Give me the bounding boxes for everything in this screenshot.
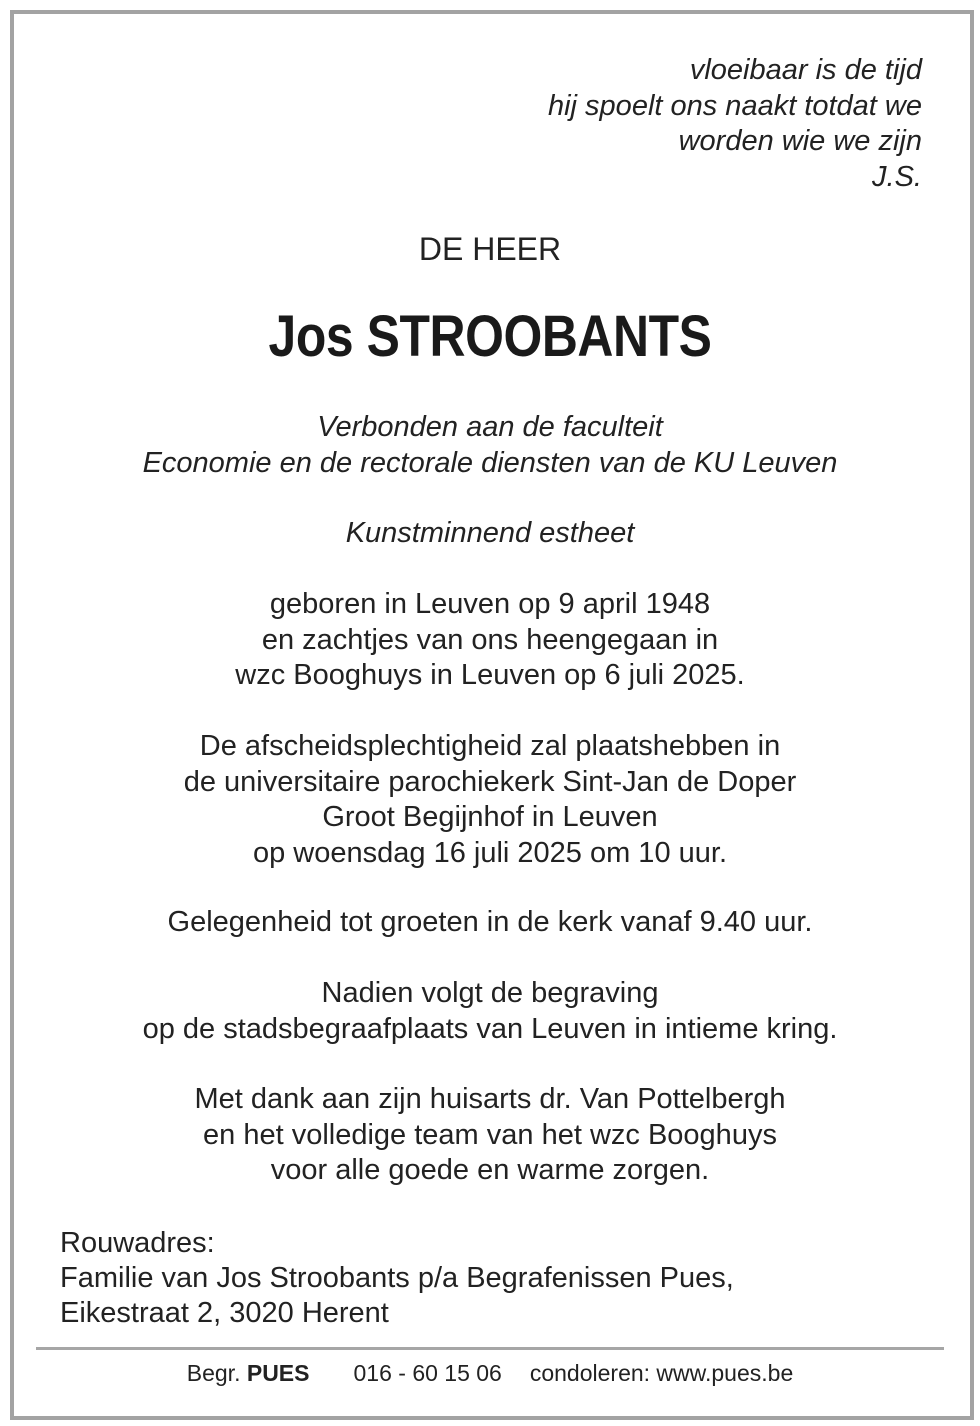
thanks-line: Met dank aan zijn huisarts dr. Van Pottelbergh (194, 1083, 786, 1115)
thanks-line: voor alle goede en warme zorgen. (270, 1154, 710, 1186)
birth-death-line: geboren in Leuven op 9 april 1948 (269, 588, 711, 620)
thanks-info (0, 1082, 980, 1189)
birth-death-line: wzc Booghuys in Leuven op 6 juli 2025. (235, 659, 745, 691)
affiliation (0, 410, 980, 481)
birth-death-info (0, 587, 980, 694)
birth-death-line: en zachtjes van ons heengegaan in (261, 623, 719, 656)
poem-line: hij spoelt ons naakt totdat we (547, 89, 922, 122)
poem-line: vloeibaar is de tijd (689, 54, 922, 86)
ceremony-line: op woensdag 16 juli 2025 om 10 uur. (252, 836, 727, 869)
footer-divider (36, 1347, 944, 1350)
mourning-address (60, 1226, 734, 1331)
footer-condolence: condoleren: www.pues.be (529, 1360, 794, 1386)
footer-prefix: Begr. (186, 1360, 241, 1386)
notice-border (10, 10, 974, 1420)
undertaker-name: PUES (246, 1360, 310, 1386)
ceremony-line: Groot Begijnhof in Leuven (322, 801, 658, 833)
ceremony-info (0, 729, 980, 871)
thanks-line: en het volledige team van het wzc Booghuys (203, 1118, 777, 1151)
poem-line: worden wie we zijn (678, 125, 922, 157)
affiliation-line: Economie en de rectorale diensten van de KU Leuven (142, 446, 838, 479)
opening-poem (548, 53, 922, 195)
ceremony-line: de universitaire parochiekerk Sint-Jan de Doper (183, 765, 797, 798)
poem-author: J.S. (872, 160, 922, 193)
address-line: Familie van Jos Stroobants p/a Begrafenissen Pues, (60, 1262, 734, 1294)
affiliation-line: Verbonden aan de faculteit (317, 411, 663, 443)
burial-info (0, 976, 980, 1047)
address-label: Rouwadres: (60, 1227, 215, 1259)
greeting-info: Gelegenheid tot groeten in de kerk vanaf 9.40 uur. (167, 906, 813, 938)
deceased-name: Jos STROOBANTS (268, 304, 712, 369)
ceremony-line: De afscheidsplechtigheid zal plaatshebben in (199, 730, 781, 762)
footer (0, 1357, 980, 1389)
footer-phone: 016 - 60 15 06 (353, 1360, 502, 1386)
title-prefix: DE HEER (418, 231, 562, 267)
characterization: Kunstminnend estheet (345, 517, 635, 549)
burial-line: op de stadsbegraafplaats van Leuven in intieme kring. (142, 1012, 838, 1045)
burial-line: Nadien volgt de begraving (321, 977, 659, 1009)
address-line: Eikestraat 2, 3020 Herent (60, 1297, 389, 1329)
